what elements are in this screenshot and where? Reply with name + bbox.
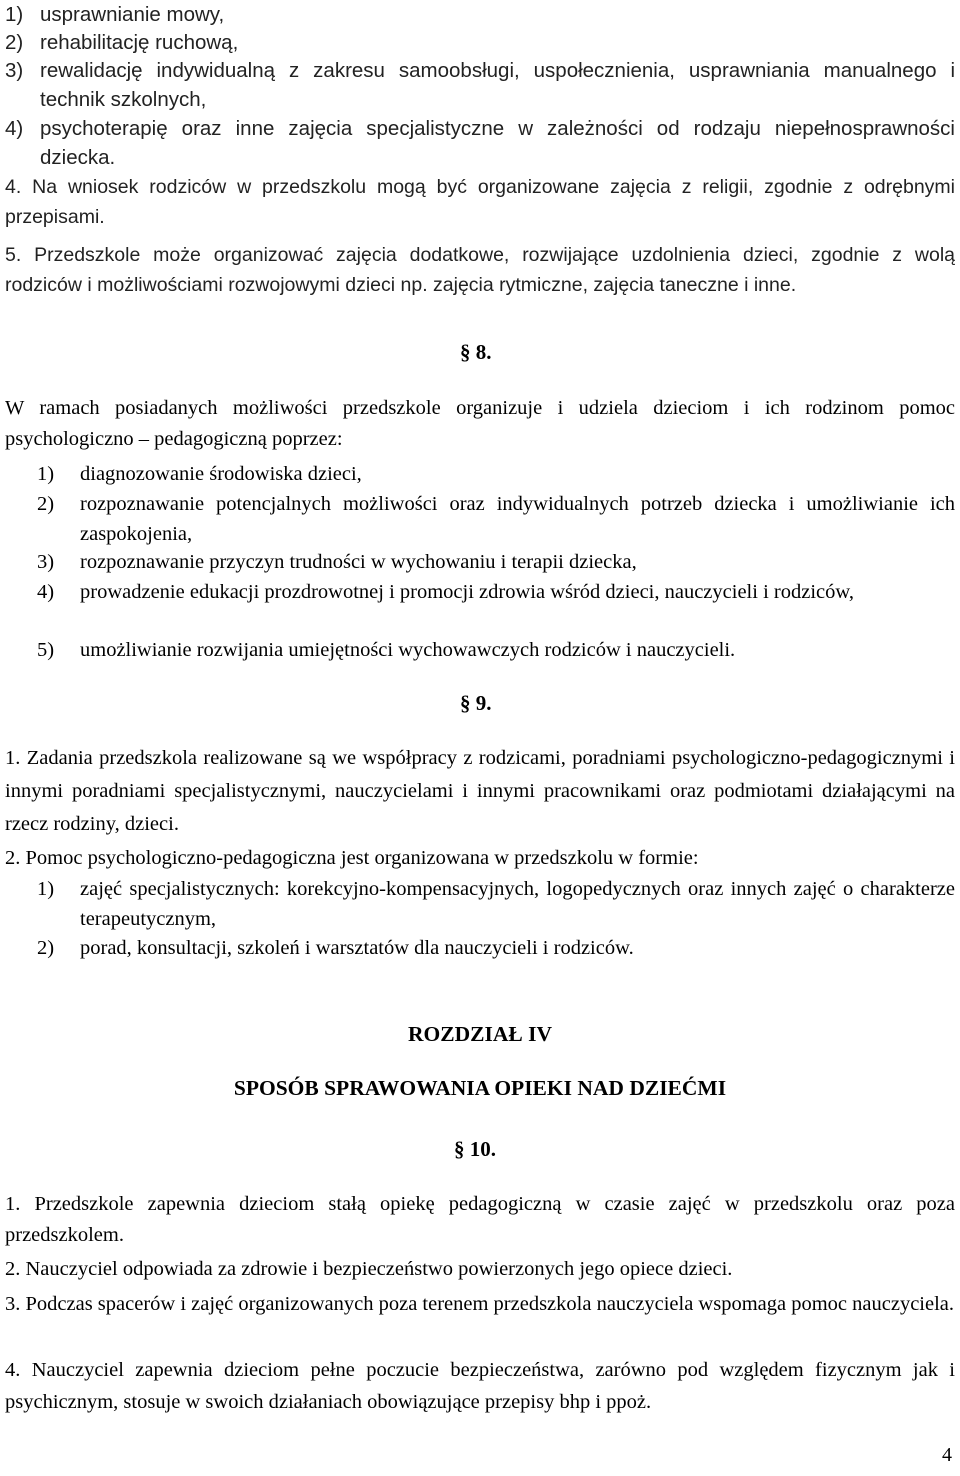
list-item [5, 56, 955, 114]
list-number: 2) [37, 493, 55, 515]
section-number: 9. [475, 691, 492, 715]
list-number: 4) [5, 117, 24, 140]
section-10-paragraph-2: 2. Nauczyciel odpowiada za zdrowie i bezpieczeństwo powierzonych jego opiece dzieci. [5, 1258, 733, 1280]
list-item [5, 635, 955, 665]
list-item [5, 0, 955, 30]
list-number: 1) [37, 463, 55, 485]
list-item [5, 547, 955, 577]
list-text: psychoterapię oraz inne zajęcia specjalistyczne w zależności od rodzaju niepełnosprawności dziecka. [40, 117, 955, 169]
list-item [5, 459, 955, 489]
list-text: umożliwianie rozwijania umiejętności wychowawczych rodziców i nauczycieli. [80, 639, 736, 661]
list-text: rozpoznawanie potencjalnych możliwości oraz indywidualnych potrzeb dziecka i umożliwianie ich zaspokojenia, [80, 493, 955, 545]
list-number: 1) [37, 878, 55, 900]
list-item [5, 114, 955, 172]
chapter-subtitle: SPOSÓB SPRAWOWANIA OPIEKI NAD DZIEĆMI [233, 1076, 727, 1100]
section-heading-8 [460, 337, 560, 367]
list-number: 5) [37, 639, 55, 661]
section-9-paragraph-2: 2. Pomoc psychologiczno-pedagogiczna jest organizowana w przedszkolu w formie: [5, 847, 699, 869]
list-text: rozpoznawanie przyczyn trudności w wychowaniu i terapii dziecka, [80, 551, 637, 573]
list-number: 1) [5, 3, 24, 26]
page-number: 4 [942, 1444, 952, 1466]
list-text: diagnozowanie środowiska dzieci, [80, 463, 362, 485]
section-heading-9 [460, 688, 560, 718]
list-text: porad, konsultacji, szkoleń i warsztatów dla nauczycieli i rodziców. [80, 937, 634, 959]
list-item [5, 874, 955, 934]
list-item [5, 489, 955, 549]
chapter-title: ROZDZIAŁ IV [408, 1022, 552, 1046]
list-text: rewalidację indywidualną z zakresu samoobsługi, uspołecznienia, usprawniania manualnego i technik szkolnych, [40, 59, 955, 111]
section-10-paragraph-4: 4. Nauczyciel zapewnia dzieciom pełne poczucie bezpieczeństwa, zarówno pod względem fizycznym jak i psychicznym, stosuje w swoich działaniach obowiązujące przepisy bhp i ppoż. [5, 1359, 955, 1413]
section-sign-icon: § [460, 691, 471, 715]
section-8-intro: W ramach posiadanych możliwości przedszkole organizuje i udziela dzieciom i ich rodzinom pomoc psychologiczno – pedagogiczną poprzez: [5, 397, 955, 450]
list-number: 3) [37, 551, 55, 573]
list-number: 4) [37, 581, 55, 603]
section-sign-icon: § [454, 1137, 465, 1161]
list-text: zajęć specjalistycznych: korekcyjno-kompensacyjnych, logopedycznych oraz innych zajęć o charakterze terapeutycznym, [80, 878, 955, 930]
list-number: 3) [5, 59, 24, 82]
list-item [5, 28, 955, 58]
paragraph-4: 4. Na wniosek rodziców w przedszkolu mogą być organizowane zajęcia z religii, zgodnie z odrębnymi przepisami. [5, 176, 955, 228]
list-text: rehabilitację ruchową, [40, 31, 239, 54]
list-number: 2) [5, 31, 24, 54]
list-text: usprawnianie mowy, [40, 3, 225, 26]
section-sign-icon: § [460, 340, 471, 364]
list-item [5, 577, 955, 607]
section-10-paragraph-1: 1. Przedszkole zapewnia dzieciom stałą opiekę pedagogiczną w czasie zajęć w przedszkolu oraz poza przedszkolem. [5, 1193, 955, 1246]
section-number: 10. [469, 1137, 496, 1161]
list-item [5, 933, 955, 963]
paragraph-5: 5. Przedszkole może organizować zajęcia dodatkowe, rozwijające uzdolnienia dzieci, zgodnie z wolą rodziców i możliwościami rozwojowymi dzieci np. zajęcia rytmiczne, zajęcia taneczne i inne. [5, 244, 955, 296]
section-10-paragraph-3: 3. Podczas spacerów i zajęć organizowanych poza terenem przedszkola nauczyciela wspomaga pomoc nauczyciela. [5, 1293, 955, 1315]
list-text: prowadzenie edukacji prozdrowotnej i promocji zdrowia wśród dzieci, nauczycieli i rodziców, [80, 581, 854, 603]
section-heading-10 [454, 1134, 564, 1164]
section-number: 8. [475, 340, 492, 364]
list-number: 2) [37, 937, 55, 959]
section-9-paragraph-1: 1. Zadania przedszkola realizowane są we współpracy z rodzicami, poradniami psychologiczno-pedagogicznymi i innymi poradniami specjalistycznymi, nauczycielami i innymi pracownikami oraz podmiotami działającymi na rzecz rodziny, dzieci. [5, 747, 955, 835]
